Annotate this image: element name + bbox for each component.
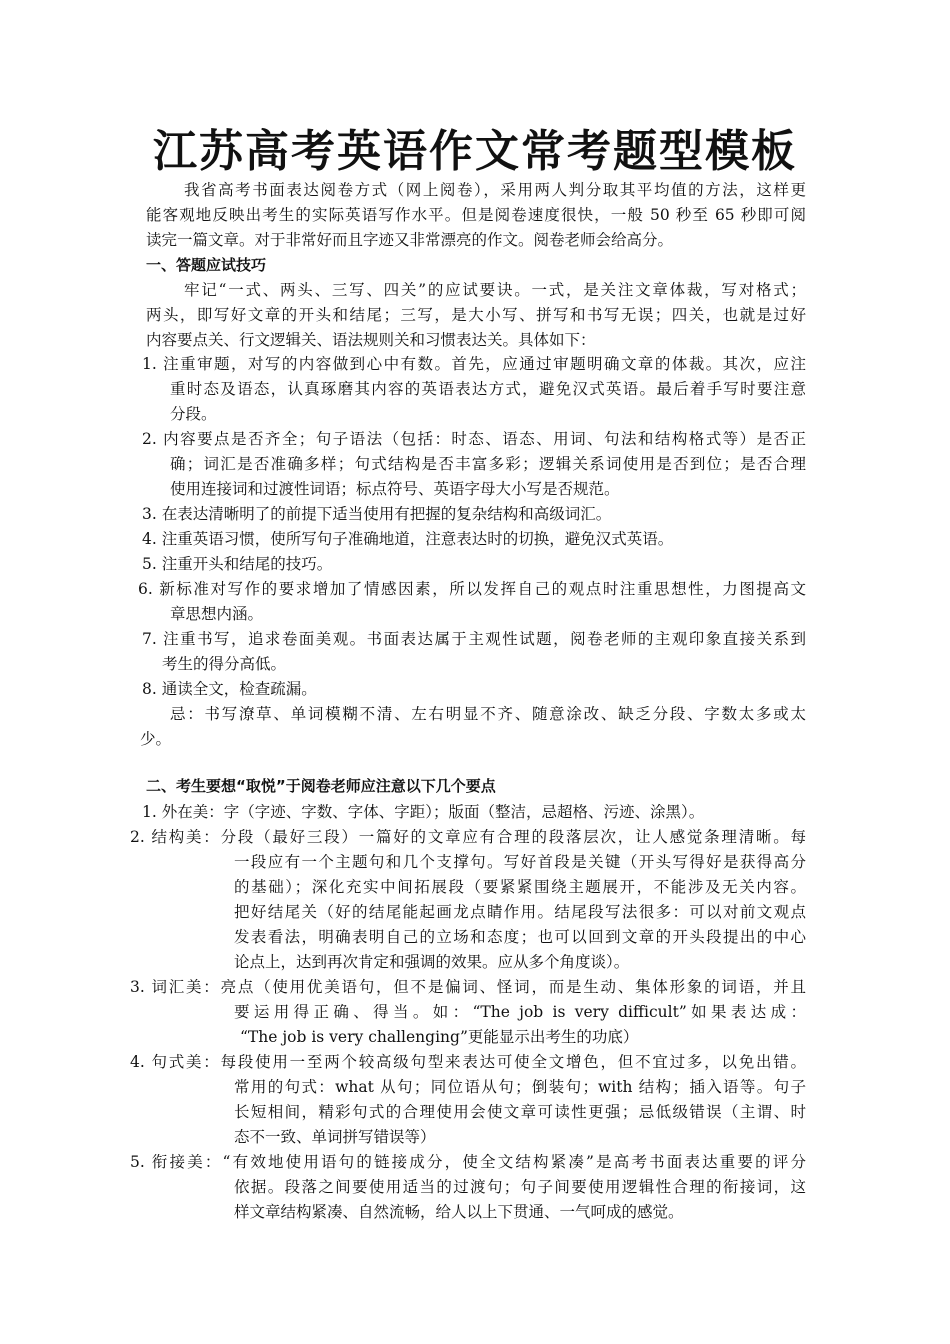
point-item-2-cont: 论点上，达到再次肯定和强调的效果。应从多个角度谈）。 (234, 953, 630, 971)
section-1-paragraph-line: 内容要点关、行文逻辑关、语法规则关和习惯表达关。具体如下： (146, 331, 596, 349)
tip-item-7-cont: 考生的得分高低。 (162, 655, 287, 673)
section-2-heading: 二、考生要想“取悦”于阅卷老师应注意以下几个要点 (146, 777, 496, 795)
tip-item-5: 5. 注重开头和结尾的技巧。 (142, 555, 333, 573)
section-1-heading: 一、答题应试技巧 (146, 256, 267, 274)
point-item-3: 3. 词汇美：亮点（使用优美语句，但不是偏词、怪词，而是生动、集体形象的词语，并且 (130, 978, 806, 996)
point-item-4-cont: 常用的句式：what 从句；同位语从句；倒装句；with 结构；插入语等。句子 (234, 1078, 806, 1096)
tip-item-3: 3. 在表达清晰明了的前提下适当使用有把握的复杂结构和高级词汇。 (142, 505, 612, 523)
point-item-5-cont: 样文章结构紧凑、自然流畅，给人以上下贯通、一气呵成的感觉。 (234, 1203, 684, 1221)
tip-item-1-cont: 重时态及语态，认真琢磨其内容的英语表达方式，避免汉式英语。最后着手写时要注意 (170, 380, 806, 398)
point-item-2-cont: 把好结尾关（好的结尾能起画龙点睛作用。结尾段写法很多：可以对前文观点 (234, 903, 806, 921)
avoid-note-cont: 少。 (140, 730, 172, 748)
point-item-1: 1. 外在美：字（字迹、字数、字体、字距）；版面（整洁，忌超格、污迹、涂黑）。 (142, 803, 705, 821)
tip-item-4: 4. 注重英语习惯，使所写句子准确地道，注意表达时的切换，避免汉式英语。 (142, 530, 674, 548)
tip-item-2-cont: 确；词汇是否准确多样；句式结构是否丰富多彩；逻辑关系词使用是否到位；是否合理 (170, 455, 806, 473)
section-1-paragraph-line: 两头，即写好文章的开头和结尾；三写，是大小写、拼写和书写无误；四关，也就是过好 (146, 306, 806, 324)
tip-item-8: 8. 通读全文，检查疏漏。 (142, 680, 317, 698)
tip-item-6-cont: 章思想内涵。 (170, 605, 264, 623)
point-item-4-cont: 态不一致、单词拼写错误等） (234, 1128, 436, 1146)
intro-line: 能客观地反映出考生的实际英语写作水平。但是阅卷速度很快，一般 50 秒至 65 秒即可阅 (146, 206, 806, 224)
intro-line: 读完一篇文章。对于非常好而且字迹又非常漂亮的作文。阅卷老师会给高分。 (146, 231, 674, 249)
point-item-2-cont: 一段应有一个主题句和几个支撑句。写好首段是关键（开头写得好是获得高分 (234, 853, 806, 871)
point-item-4-cont: 长短相间，精彩句式的合理使用会使文章可读性更强；忌低级错误（主谓、时 (234, 1103, 806, 1121)
tip-item-1: 1. 注重审题，对写的内容做到心中有数。首先，应通过审题明确文章的体裁。其次，应注 (142, 355, 806, 373)
point-item-2-cont: 的基础）；深化充实中间拓展段（要紧紧围绕主题展开，不能涉及无关内容。 (234, 878, 806, 896)
point-item-5: 5. 衔接美：“有效地使用语句的链接成分，使全文结构紧凑”是高考书面表达重要的评分 (130, 1153, 806, 1171)
tip-item-1-cont: 分段。 (170, 405, 217, 423)
point-item-4: 4. 句式美：每段使用一至两个较高级句型来表达可使全文增色，但不宜过多，以免出错。 (130, 1053, 806, 1071)
tip-item-6: 6. 新标准对写作的要求增加了情感因素，所以发挥自己的观点时注重思想性，力图提高文 (138, 580, 806, 598)
point-item-2-cont: 发表看法，明确表明自己的立场和态度；也可以回到文章的开头段提出的中心 (234, 928, 806, 946)
point-item-5-cont: 依据。段落之间要使用适当的过渡句；句子间要使用逻辑性合理的衔接词，这 (234, 1178, 806, 1196)
tip-item-2: 2. 内容要点是否齐全；句子语法（包括：时态、语态、用词、句法和结构格式等）是否正 (142, 430, 806, 448)
tip-item-7: 7. 注重书写，追求卷面美观。书面表达属于主观性试题，阅卷老师的主观印象直接关系到 (142, 630, 806, 648)
avoid-note: 忌：书写潦草、单词模糊不清、左右明显不齐、随意涂改、缺乏分段、字数太多或太 (170, 705, 806, 723)
point-item-2: 2. 结构美：分段（最好三段）一篇好的文章应有合理的段落层次，让人感觉条理清晰。每 (130, 828, 806, 846)
point-item-3-cont: 要运用得正确、得当。如：“The job is very difficult”如果表达成： (234, 1003, 806, 1021)
section-1-paragraph-line: 牢记“一式、两头、三写、四关”的应试要诀。一式，是关注文章体裁，写对格式； (184, 281, 806, 299)
point-item-3-cont: “The job is very challenging”更能显示出考生的功底） (240, 1028, 639, 1046)
tip-item-2-cont: 使用连接词和过渡性词语；标点符号、英语字母大小写是否规范。 (170, 480, 620, 498)
document-title: 江苏高考英语作文常考题型模板 (153, 126, 797, 177)
intro-line: 我省高考书面表达阅卷方式（网上阅卷），采用两人判分取其平均值的方法，这样更 (184, 181, 806, 199)
